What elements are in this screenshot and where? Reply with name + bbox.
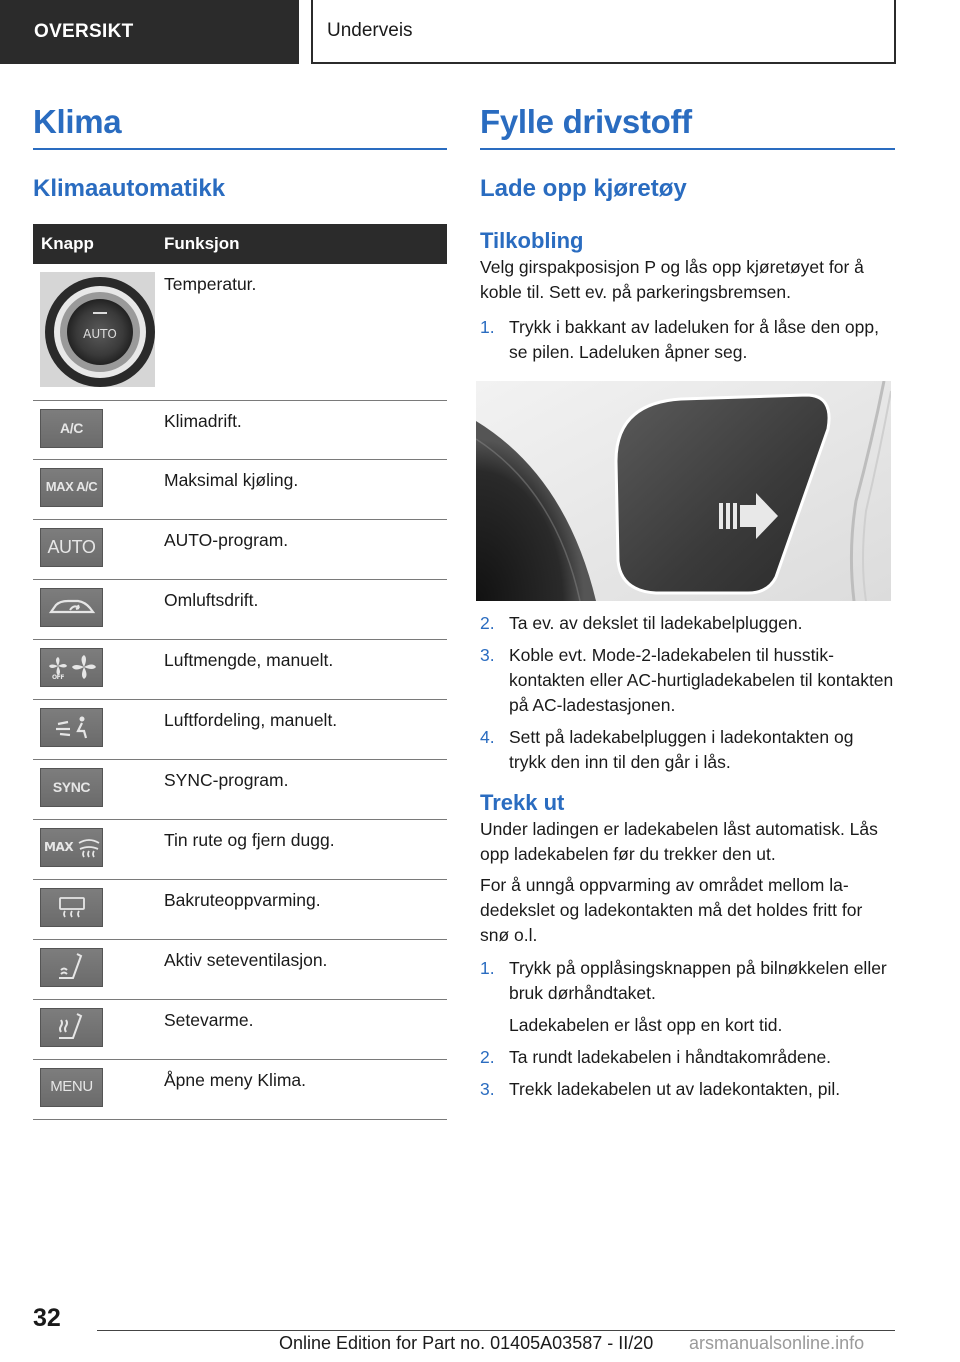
table-cell-function: Setevarme.: [156, 999, 447, 1059]
max-ac-button-icon: MAX A/C: [40, 468, 103, 507]
step-number: 2.: [480, 613, 495, 633]
table-cell-icon: [33, 459, 156, 519]
right-column: [480, 100, 895, 1109]
step-text: Trykk på opplåsingsknappen på bilnøkkelen eller bruk dørhåndtaket.: [509, 958, 887, 1003]
table-cell-function: Luftfordeling, manuelt.: [156, 699, 447, 759]
step-text: Trykk i bakkant av ladeluken for å låse den opp, se pilen. Ladeluken åpner seg.: [509, 317, 879, 362]
step-text: Trekk ladekabelen ut av ladekontakten, pil.: [509, 1079, 841, 1099]
list-item: [480, 1045, 895, 1070]
ac-button-icon: A/C: [40, 409, 103, 448]
page-number: 32: [33, 1304, 61, 1332]
table-cell-icon: [33, 1059, 156, 1119]
table-row: [33, 264, 447, 400]
list-item: [480, 725, 895, 775]
list-item: [480, 1013, 895, 1038]
footer-watermark: arsmanualsonline.info: [689, 1333, 865, 1353]
list-item: [480, 1077, 895, 1102]
auto-button-icon: AUTO: [40, 528, 103, 567]
menu-button-icon: MENU: [40, 1068, 103, 1107]
svg-text:MAX: MAX: [43, 840, 73, 854]
heading-tilkobling: Tilkobling: [480, 228, 584, 253]
step-text: Ta ev. av dekslet til ladekabelpluggen.: [509, 613, 803, 633]
max-defrost-icon: [40, 828, 103, 867]
table-cell-icon: [33, 400, 156, 459]
step-text: Koble evt. Mode-2-ladekabelen til husstikkontakten eller AC-hurtigladekabelen til kontakten på AC-ladestasjonen.: [509, 645, 894, 715]
table-cell-function: Omluftsdrift.: [156, 579, 447, 639]
section-tab[interactable]: OVERSIKT: [0, 0, 299, 64]
heading-trekk-ut: Trekk ut: [480, 790, 565, 815]
table-row: [33, 459, 447, 519]
svg-text:OFF: OFF: [51, 674, 64, 680]
table-cell-icon: [33, 639, 156, 699]
table-cell-icon: [33, 579, 156, 639]
column-header-button: Knapp: [33, 224, 156, 264]
table-row: [33, 939, 447, 999]
table-header-row: [33, 224, 447, 264]
table-cell-icon: [33, 519, 156, 579]
footer-edition: Online Edition for Part no. 01405A03587 - II/20: [279, 1333, 654, 1353]
recirculation-icon: [40, 588, 103, 627]
step-number: 3.: [480, 645, 495, 665]
step-note: Ladekabelen er låst opp en kort tid.: [509, 1015, 783, 1035]
table-cell-function: Maksimal kjøling.: [156, 459, 447, 519]
unplug-para-2: For å unngå oppvarming av området mellom ladedekslet og ladekontakten må det holdes fritt for snø o.l.: [480, 875, 863, 945]
unplug-steps-list: [480, 956, 895, 1102]
subtitle-klimaautomatikk: Klimaautomatikk: [33, 175, 226, 202]
table-row: [33, 699, 447, 759]
table-cell-icon: [33, 939, 156, 999]
table-row: [33, 759, 447, 819]
table-cell-function: Åpne meny Klima.: [156, 1059, 447, 1119]
list-item: [480, 956, 895, 1006]
left-column: [33, 100, 447, 1120]
unplug-para-1: Under ladingen er ladekabelen låst automatisk. Lås opp ladekabelen før du trekker den ut.: [480, 819, 878, 864]
table-row: [33, 639, 447, 699]
table-row: [33, 579, 447, 639]
table-row: [33, 1059, 447, 1119]
list-item: [480, 315, 895, 365]
svg-text:AUTO: AUTO: [83, 327, 117, 341]
column-header-function: Funksjon: [156, 224, 447, 264]
step-number: 1.: [480, 958, 495, 978]
table-cell-icon: [33, 999, 156, 1059]
step-number: 2.: [480, 1047, 495, 1067]
rear-defrost-icon: [40, 888, 103, 927]
table-cell-icon: [33, 699, 156, 759]
subtitle-lade-opp: Lade opp kjøretøy: [480, 175, 687, 202]
step-number: 1.: [480, 317, 495, 337]
section-title-fylle-drivstoff: Fylle drivstoff: [480, 100, 895, 150]
seat-heating-icon: [40, 1008, 103, 1047]
footer-divider: [97, 1330, 895, 1331]
table-cell-icon: [33, 879, 156, 939]
list-item: [480, 611, 895, 636]
step-number: 4.: [480, 727, 495, 747]
table-cell-icon: [33, 264, 156, 400]
step-text: Sett på ladekabelpluggen i ladekontakten og trykk den inn til den går i lås.: [509, 727, 854, 772]
table-row: [33, 519, 447, 579]
climate-buttons-table: [33, 224, 447, 1120]
step-text: Ta rundt ladekabelen i håndtakområdene.: [509, 1047, 832, 1067]
table-cell-function: Klimadrift.: [156, 400, 447, 459]
table-cell-icon: [33, 759, 156, 819]
seat-ventilation-icon: [40, 948, 103, 987]
temperature-knob-icon: [40, 272, 155, 387]
table-cell-function: Luftmengde, manuelt.: [156, 639, 447, 699]
table-cell-function: AUTO-program.: [156, 519, 447, 579]
table-cell-function: Tin rute og fjern dugg.: [156, 819, 447, 879]
fan-icon: [40, 648, 103, 687]
chapter-tab[interactable]: Underveis: [311, 0, 896, 64]
table-cell-icon: [33, 819, 156, 879]
table-row: [33, 819, 447, 879]
connect-steps-list: [480, 315, 895, 365]
table-row: [33, 879, 447, 939]
table-row: [33, 400, 447, 459]
page-header: [0, 0, 960, 66]
list-item: [480, 643, 895, 718]
connect-intro: Velg girspakposisjon P og lås opp kjøretøyet for å koble til. Sett ev. på parkeringsbremsen.: [480, 257, 864, 302]
charging-flap-photo: [476, 381, 891, 601]
table-cell-function: Temperatur.: [156, 264, 447, 400]
step-number: 3.: [480, 1079, 495, 1099]
table-cell-function: Aktiv seteventilasjon.: [156, 939, 447, 999]
air-distribution-icon: [40, 708, 103, 747]
connect-steps-continued: [480, 611, 895, 775]
table-cell-function: SYNC-program.: [156, 759, 447, 819]
sync-button-icon: SYNC: [40, 768, 103, 807]
section-title-klima: Klima: [33, 100, 447, 150]
table-cell-function: Bakruteoppvarming.: [156, 879, 447, 939]
table-row: [33, 999, 447, 1059]
